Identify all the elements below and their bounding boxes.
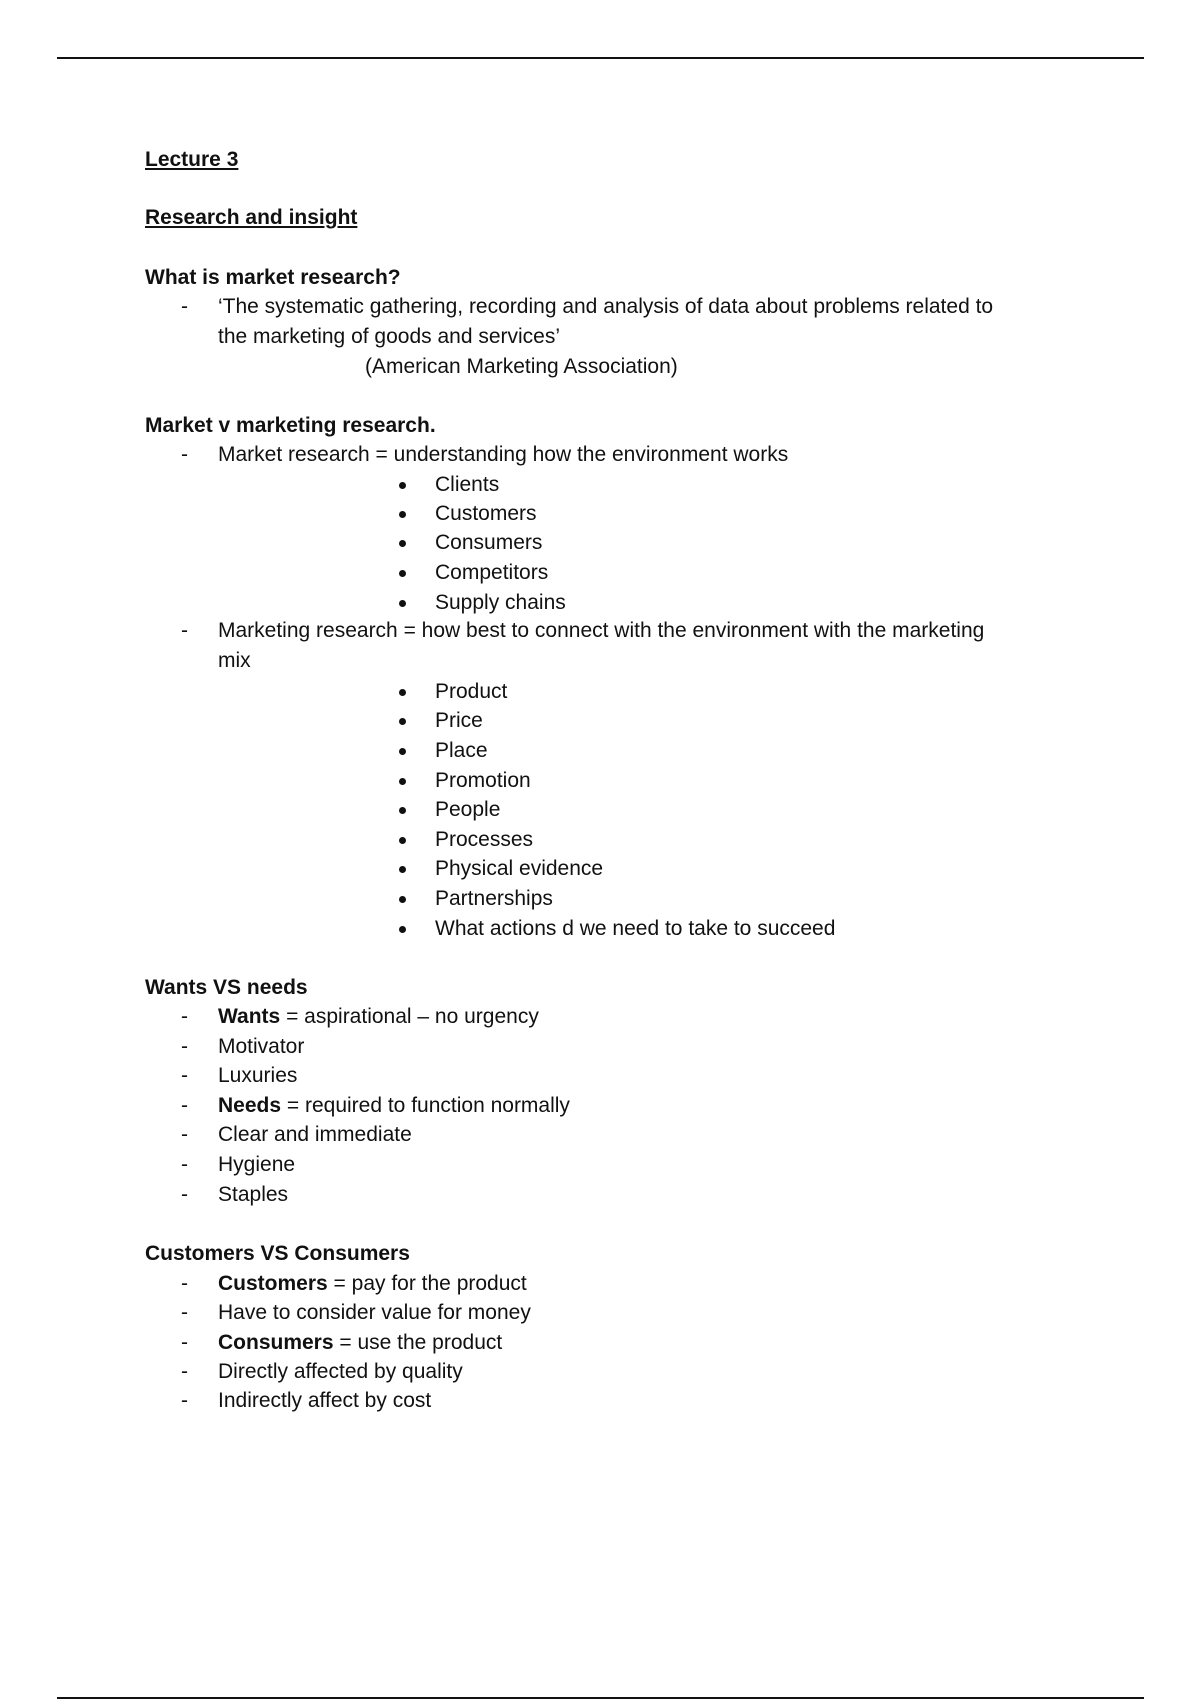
list-item: Motivator [218,1035,305,1058]
bullet-dot [399,600,406,607]
bullet-dot [399,896,406,903]
bullet-item: Promotion [435,769,531,792]
bullet-dot [399,570,406,577]
dash-marker: - [181,295,188,318]
list-item: Directly affected by quality [218,1360,463,1383]
list-item: Clear and immediate [218,1123,412,1146]
bullet-item: Competitors [435,561,549,584]
list-item [218,1003,539,1031]
bullet-dot [399,866,406,873]
bullet-item: Consumers [435,531,543,554]
list-item: Have to consider value for money [218,1301,531,1324]
bullet-item: What actions d we need to take to succeed [435,917,836,940]
dash-marker: - [181,1183,188,1206]
bullet-dot [399,807,406,814]
list-item: Market research = understanding how the environment works [218,443,789,466]
term-wants: Wants [218,1005,281,1028]
section-heading: Customers VS Consumers [145,1242,410,1265]
bullet-item: Supply chains [435,591,566,614]
section-heading: Wants VS needs [145,976,308,999]
lecture-title: Lecture 3 [145,148,239,171]
dash-marker: - [181,1360,188,1383]
bullet-dot [399,718,406,725]
list-item: Marketing research = how best to connect with the environment with the marketing [218,619,985,642]
page-subtitle: Research and insight [145,206,358,229]
list-item [218,1092,570,1120]
bullet-item: Physical evidence [435,857,604,880]
dash-marker: - [181,1035,188,1058]
list-item: Staples [218,1183,289,1206]
bullet-dot [399,540,406,547]
term-definition: = use the product [333,1331,503,1354]
footer-rule [57,1697,1144,1699]
dash-marker: - [181,1094,188,1117]
list-item [218,1270,527,1298]
dash-marker: - [181,1005,188,1028]
quote-line: the marketing of goods and services’ [218,325,561,348]
section-heading: Market v marketing research. [145,414,436,437]
term-consumers: Consumers [218,1331,334,1354]
dash-marker: - [181,1064,188,1087]
bullet-dot [399,926,406,933]
dash-marker: - [181,443,188,466]
bullet-dot [399,689,406,696]
list-item: Hygiene [218,1153,296,1176]
dash-marker: - [181,1272,188,1295]
list-item: mix [218,649,251,672]
bullet-item: Place [435,739,488,762]
bullet-item: Clients [435,473,500,496]
term-customers: Customers [218,1272,328,1295]
dash-marker: - [181,1331,188,1354]
term-definition: = required to function normally [281,1094,570,1117]
bullet-item: Processes [435,828,534,851]
dash-marker: - [181,1301,188,1324]
list-item [218,1329,502,1357]
header-rule [57,57,1144,59]
term-needs: Needs [218,1094,282,1117]
bullet-item: People [435,798,501,821]
dash-marker: - [181,1153,188,1176]
dash-marker: - [181,1123,188,1146]
quote-source: (American Marketing Association) [365,355,678,378]
dash-marker: - [181,619,188,642]
dash-marker: - [181,1389,188,1412]
section-heading: What is market research? [145,266,401,289]
bullet-item: Price [435,709,483,732]
bullet-dot [399,748,406,755]
bullet-dot [399,778,406,785]
term-definition: = pay for the product [327,1272,527,1295]
term-definition: = aspirational – no urgency [280,1005,539,1028]
quote-line: ‘The systematic gathering, recording and analysis of data about problems related to [218,295,994,318]
bullet-dot [399,482,406,489]
bullet-item: Partnerships [435,887,553,910]
list-item: Luxuries [218,1064,298,1087]
list-item: Indirectly affect by cost [218,1389,432,1412]
bullet-item: Product [435,680,508,703]
bullet-item: Customers [435,502,537,525]
bullet-dot [399,511,406,518]
bullet-dot [399,837,406,844]
